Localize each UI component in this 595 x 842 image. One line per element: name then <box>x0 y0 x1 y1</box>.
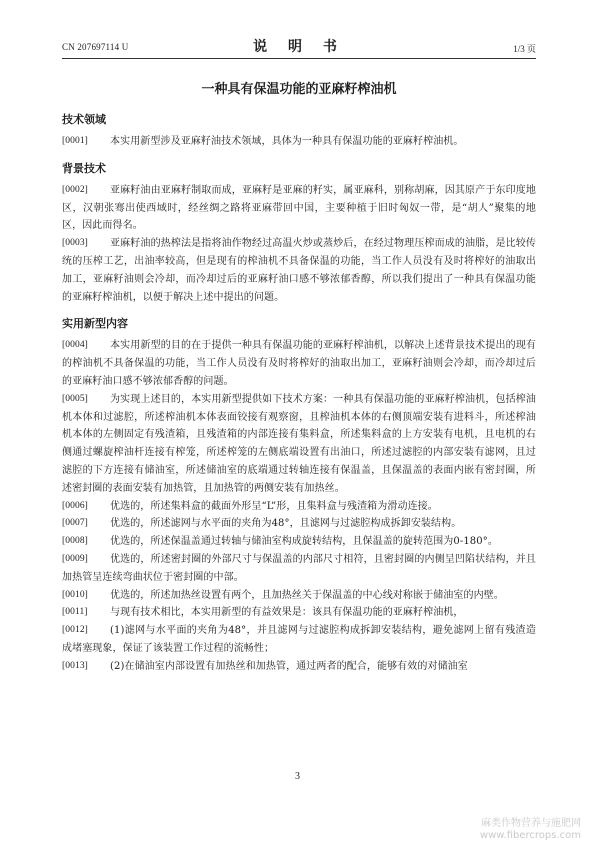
section-utility-model-content <box>62 316 536 675</box>
paragraph-text: 优选的，所述集料盒的截面外形呈“L”形，且集料盒与残渣箱为滑动连接。 <box>110 500 438 512</box>
paragraph <box>62 133 536 151</box>
section-heading: 技术领域 <box>62 113 106 126</box>
section-heading: 实用新型内容 <box>62 317 128 331</box>
watermark-url: www.fibercrops.com <box>479 830 581 841</box>
paragraph-text: 优选的，所述密封圈的外部尺寸与保温盖的内部尺寸相符，且密封圈的内侧呈凹陷状结构，并且加热管呈连续弯曲状位于密封圈的中部。 <box>62 553 536 583</box>
paragraph-number: [0001] <box>62 136 88 146</box>
paragraph-text: 亚麻籽油的热榨法是指将油作物经过高温火炒或蒸炒后，在经过物理压榨而成的油脂，是比较传统的压榨工艺，出油率较高，但是现有的榨油机不具备保温的功能，当工作人员没有及时将榨好的油取出加工，亚麻籽油则会冷却，而冷却过后的亚麻籽油口感不够浓郁香醇，所以我们提出了一种具有保温功能的亚麻籽榨油机，以便于解决上述中提出的问题。 <box>62 238 536 303</box>
paragraph <box>62 604 536 622</box>
paragraph-text: 本实用新型的目的在于提供一种具有保温功能的亚麻籽榨油机，以解决上述背景技术提出的现有的榨油机不具备保温的功能，当工作人员没有及时将榨好的油取出加工，亚麻籽油则会冷却，而冷却过后的亚麻籽油口感不够浓郁香醇的问题。 <box>62 340 536 387</box>
paragraph <box>62 587 536 605</box>
paragraph <box>62 551 536 587</box>
paragraph-text: (1)滤网与水平面的夹角为48°，并且滤网与过滤腔构成拆卸安装结构，避免滤网上留有残渣造成堵塞现象，保证了该装置工作过程的流畅性； <box>62 625 536 654</box>
paragraph-text: (2)在储油室内部设置有加热丝和加热管，通过两者的配合，能够有效的对储油室 <box>110 660 468 672</box>
paragraph-number: [0011] <box>62 607 88 618</box>
section-background <box>62 161 536 307</box>
paragraph <box>62 337 536 390</box>
paragraph <box>62 515 536 533</box>
page-count: 1/3 页 <box>513 44 536 54</box>
paragraph <box>62 658 536 676</box>
paragraph <box>62 182 536 235</box>
watermark <box>480 818 581 842</box>
paragraph-number: [0012] <box>62 625 88 636</box>
paragraph-number: [0005] <box>62 393 88 404</box>
paragraph <box>62 235 536 306</box>
paragraph-number: [0010] <box>62 589 88 600</box>
section-technical-field <box>62 112 536 151</box>
paragraph-number: [0007] <box>62 518 88 529</box>
paragraph-text: 本实用新型涉及亚麻籽油技术领域，具体为一种具有保温功能的亚麻籽榨油机。 <box>110 136 464 147</box>
paragraph-text: 与现有技术相比，本实用新型的有益效果是：该具有保温功能的亚麻籽榨油机， <box>110 607 464 619</box>
paragraph-text: 优选的，所述滤网与水平面的夹角为48°，且滤网与过滤腔构成拆卸安装结构。 <box>110 518 462 530</box>
publication-number: CN 207697114 U <box>62 42 129 52</box>
paragraph <box>62 391 536 498</box>
page-header <box>62 36 536 59</box>
paragraph-number: [0002] <box>62 184 88 195</box>
paragraph <box>62 622 536 658</box>
paragraph-text: 优选的，所述加热丝设置有两个，且加热丝关于保温盖的中心线对称嵌于储油室的内壁。 <box>110 589 504 601</box>
document-body <box>62 112 536 686</box>
paragraph <box>62 498 536 516</box>
paragraph-number: [0013] <box>62 660 88 671</box>
paragraph <box>62 533 536 551</box>
section-heading: 背景技术 <box>62 161 106 175</box>
paragraph-number: [0006] <box>62 500 88 511</box>
paragraph-number: [0003] <box>62 238 88 249</box>
document-type: 说 明 书 <box>253 39 345 55</box>
paragraph-number: [0009] <box>62 553 88 564</box>
paragraph-number: [0004] <box>62 340 88 351</box>
paragraph-text: 亚麻籽油由亚麻籽制取而成，亚麻籽是亚麻的籽实，属亚麻科，别称胡麻，因其原产于东印度地区，汉朝张骞出使西域时，经丝绸之路将亚麻带回中国，主要种植于旧时匈奴一带，是“胡人”聚集的地区，因此而得名。 <box>62 184 536 232</box>
watermark-site-name: 麻类作物营养与施肥网 <box>481 818 581 829</box>
document-title: 一种具有保温功能的亚麻籽榨油机 <box>201 82 397 97</box>
page-number: 3 <box>295 771 300 782</box>
paragraph-text: 优选的，所述保温盖通过转轴与储油室构成旋转结构，且保温盖的旋转范围为0-180°。 <box>110 536 498 548</box>
paragraph-number: [0008] <box>62 536 88 547</box>
paragraph-text: 为实现上述目的，本实用新型提供如下技术方案：一种具有保温功能的亚麻籽榨油机，包括榨油机本体和过滤腔，所述榨油机本体表面铰接有观察窗，且榨油机本体的右侧顶端安装有进料斗，所述榨油机本体的左侧固定有残渣箱，且残渣箱的内部连接有集料盒，所述集料盒的上方安装有电机，且电机的右侧通过螺旋榨油杆连接有榨笼，所述榨笼的左侧底端设置有出油口，所述过滤腔的内部安装有滤网，且过滤腔的下方连接有储油室，所述储油室的底端通过转轴连接有保温盖，且保温盖的表面内嵌有密封圈，所述密封圈的表面安装有加热管，且加热管的两侧安装有加热丝。 <box>62 393 536 494</box>
